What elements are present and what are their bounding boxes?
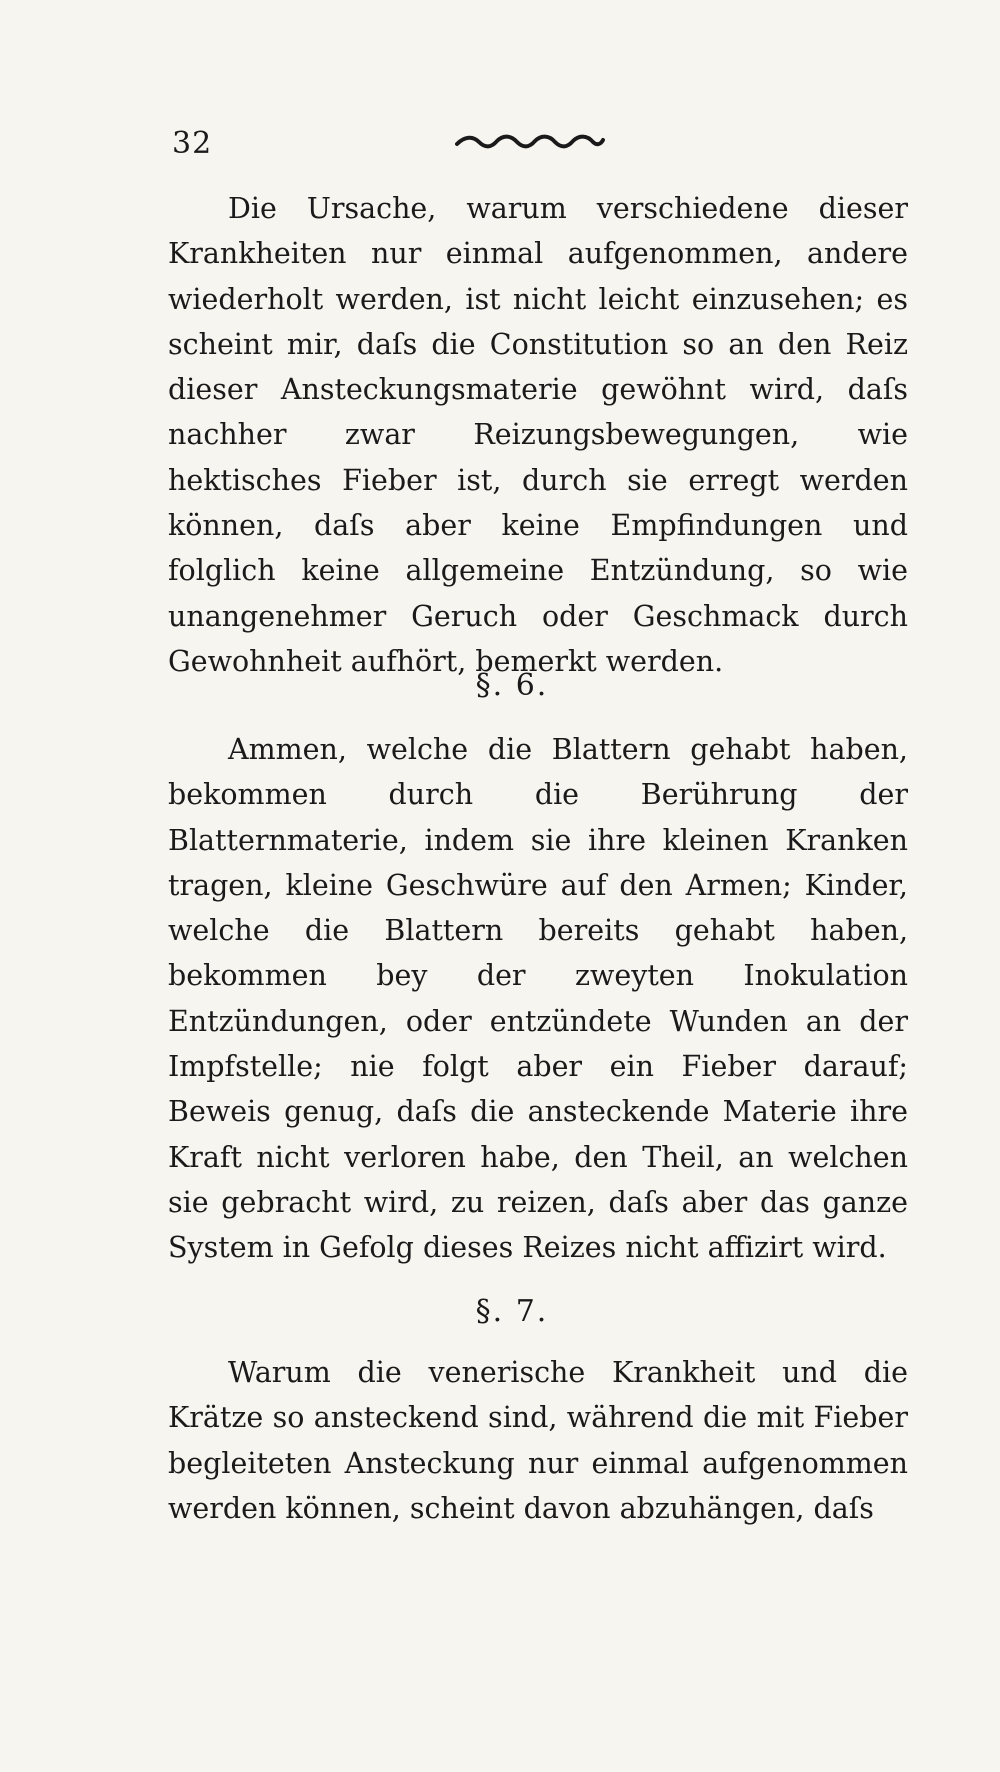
header-ornament [455,132,605,152]
paragraph-text: Warum die venerische Krankheit und die Krätze so ansteckend sind, während die mit Fieber begleiteten Ansteckung nur einmal aufgenommen werden können, scheint davon abzuhängen, daſs [168,1356,908,1525]
paragraph-1 [168,186,908,684]
paragraph-text: Ammen, welche die Blattern gehabt haben, bekommen durch die Berührung der Blatternmaterie, indem sie ihre kleinen Kranken tragen, kleine Geschwüre auf den Armen; Kinder, welche die Blattern bereits gehabt haben, bekommen bey der zweyten Inokulation Entzündungen, oder entzündete Wunden an der Impfstelle; nie folgt aber ein Fieber darauf; Beweis genug, daſs die ansteckende Materie ihre Kraft nicht verloren habe, den Theil, an welchen sie gebracht wird, zu reizen, daſs aber das ganze System in Gefolg dieses Reizes nicht affizirt wird. [168,733,908,1265]
page-number: 32 [172,126,213,161]
paragraph-3 [168,1350,908,1531]
section-heading-6: §. 6. [475,668,549,703]
paragraph-text: Die Ursache, warum verschiedene dieser Krankheiten nur einmal aufgenommen, andere wiederholt werden, ist nicht leicht einzusehen; es scheint mir, daſs die Constitution so an den Reiz dieser Ansteckungsmaterie gewöhnt wird, daſs nachher zwar Reizungsbewegungen, wie hektisches Fieber ist, durch sie erregt werden können, daſs aber keine Empfindungen und folglich keine allgemeine Entzündung, so wie unangenehmer Geruch oder Geschmack durch Gewohnheit aufhört, bemerkt werden. [168,192,908,678]
paragraph-2 [168,727,908,1271]
section-heading-7: §. 7. [475,1294,549,1329]
